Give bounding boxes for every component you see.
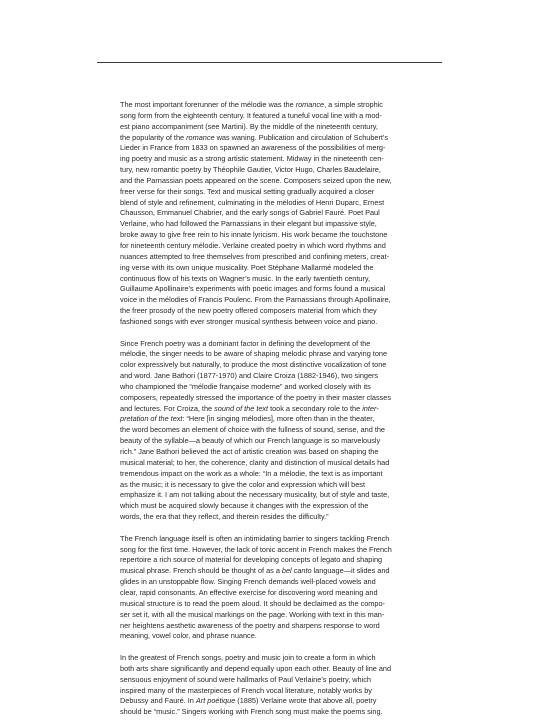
text-line bbox=[120, 512, 444, 523]
text-line bbox=[120, 317, 444, 328]
text-run: : “Here [in singing mélodies], more often than in the theater, bbox=[182, 414, 375, 424]
text-run: Debussy and Fauré. In bbox=[120, 696, 196, 706]
text-run: nuances attempted to free themselves from prescribed and confining meters, creat- bbox=[120, 251, 390, 261]
text-line bbox=[120, 653, 444, 664]
text-line bbox=[120, 371, 444, 382]
text-run: and the Parnassian poets appeared on the scene. Composers seized upon the new, bbox=[120, 175, 392, 185]
text-run: voice in the mélodies of Francis Poulenc. From the Parnassians through Apollinaire, bbox=[120, 295, 391, 305]
text-run: ing verse with its own unique musicality. Poet Stéphane Mallarmé modeled the bbox=[120, 262, 374, 272]
italic-text: inter- bbox=[362, 403, 379, 413]
text-line bbox=[120, 458, 444, 469]
text-run: who championed the “mélodie française moderne” and worked closely with its bbox=[120, 381, 371, 391]
text-line bbox=[120, 588, 444, 599]
paragraph bbox=[120, 653, 444, 718]
text-line bbox=[120, 675, 444, 686]
body-text bbox=[120, 100, 444, 718]
text-run: est piano accompaniment (see Martini). By the middle of the nineteenth century, bbox=[120, 121, 378, 131]
text-line bbox=[120, 404, 444, 415]
text-run: The French language itself is often an intimidating barrier to singers tackling French bbox=[120, 533, 390, 543]
text-run: which must be acquired slowly because it changes with the expression of the bbox=[120, 501, 369, 511]
text-line bbox=[120, 545, 444, 556]
italic-text: sound of the text bbox=[214, 403, 269, 413]
text-run: and word. Jane Bathori (1877-1970) and Claire Croiza (1882-1946), two singers bbox=[120, 371, 379, 381]
text-line bbox=[120, 219, 444, 230]
text-line bbox=[120, 664, 444, 675]
italic-text: romance bbox=[186, 132, 215, 142]
text-run: was waning. Publication and circulation of Schubert’s bbox=[214, 132, 389, 142]
text-run: glides in an unstoppable flow. Singing French demands well-placed vowels and bbox=[120, 577, 376, 587]
text-line bbox=[120, 393, 444, 404]
text-run: composers, repeatedly stressed the importance of the poetry in their master classes bbox=[120, 392, 392, 402]
text-run: musical structure is to read the poem aloud. It should be declaimed as the compo- bbox=[120, 598, 385, 608]
text-line bbox=[120, 382, 444, 393]
header-rule bbox=[97, 62, 442, 63]
text-line bbox=[120, 241, 444, 252]
text-line bbox=[120, 198, 444, 209]
text-line bbox=[120, 252, 444, 263]
text-line bbox=[120, 133, 444, 144]
text-line bbox=[120, 555, 444, 566]
text-run: ner heightens aesthetic awareness of the poetry and sharpens response to word bbox=[120, 620, 380, 630]
text-run: song for the first time. However, the lack of tonic accent in French makes the French bbox=[120, 544, 392, 554]
text-line bbox=[120, 436, 444, 447]
text-run: language—it slides and bbox=[311, 566, 390, 576]
text-run: clear, rapid consonants. An effective exercise for discovering word meaning and bbox=[120, 587, 378, 597]
text-line bbox=[120, 577, 444, 588]
text-line bbox=[120, 621, 444, 632]
text-line bbox=[120, 425, 444, 436]
text-line bbox=[120, 360, 444, 371]
paragraph bbox=[120, 339, 444, 523]
text-line bbox=[120, 176, 444, 187]
text-line bbox=[120, 610, 444, 621]
text-run: repertoire a rich source of material for developing concepts of legato and shaping bbox=[120, 555, 383, 565]
text-line bbox=[120, 274, 444, 285]
text-run: The most important forerunner of the mélodie was the bbox=[120, 100, 296, 109]
text-line bbox=[120, 208, 444, 219]
text-run: (1885) Verlaine wrote that above all, poetry bbox=[235, 696, 377, 706]
text-line bbox=[120, 111, 444, 122]
text-run: Lieder in France from 1833 on spawned an awareness of the possibilities of merg- bbox=[120, 143, 386, 153]
text-run: took a secondary role to the bbox=[268, 403, 363, 413]
text-run: tury, new romantic poetry by Théophile Gautier, Victor Hugo, Charles Baudelaire, bbox=[120, 165, 381, 175]
text-run: both arts share significantly and depend equally upon each other. Beauty of line and bbox=[120, 663, 392, 673]
text-run: words, the era that they reflect, and therein resides the difficulty.” bbox=[120, 512, 329, 522]
text-run: In the greatest of French songs, poetry and music join to create a form in which bbox=[120, 653, 376, 663]
text-run: the word becomes an element of choice with the fullness of sound, sense, and the bbox=[120, 425, 385, 435]
text-run: should be “music.” Singers working with French song must make the poems sing. bbox=[120, 707, 383, 717]
text-line bbox=[120, 631, 444, 642]
italic-text: Art poétique bbox=[195, 696, 236, 706]
text-run: inspired many of the masterpieces of French vocal literature, notably works by bbox=[120, 685, 372, 695]
text-line bbox=[120, 696, 444, 707]
text-line bbox=[120, 599, 444, 610]
text-run: broke away to give free rein to his innate lyricism. His work became the touchstone bbox=[120, 230, 388, 240]
text-line bbox=[120, 447, 444, 458]
text-line bbox=[120, 414, 444, 425]
text-line bbox=[120, 501, 444, 512]
text-run: Guillaume Apollinaire’s experiments with poetic images and forms found a musical bbox=[120, 284, 386, 294]
italic-text: pretation of the text bbox=[120, 414, 183, 424]
italic-text: romance bbox=[295, 100, 325, 109]
text-run: beauty of the syllable—a beauty of which our French language is so marvelously bbox=[120, 436, 381, 446]
text-line bbox=[120, 707, 444, 718]
text-run: mélodie, the singer needs to be aware of shaping melodic phrase and varying tone bbox=[120, 349, 388, 359]
text-line bbox=[120, 263, 444, 274]
text-line bbox=[120, 480, 444, 491]
text-run: meaning, vowel color, and phrase nuance. bbox=[120, 631, 257, 641]
text-line bbox=[120, 469, 444, 480]
text-line bbox=[120, 490, 444, 501]
text-run: song form from the eighteenth century. It featured a tuneful vocal line with a mod- bbox=[120, 110, 382, 120]
text-run: for nineteenth century mélodie. Verlaine created poetry in which word rhythms and bbox=[120, 240, 386, 250]
text-line bbox=[120, 143, 444, 154]
text-line bbox=[120, 686, 444, 697]
text-run: continuous flow of his texts on Wagner’s music. In the early twentieth century, bbox=[120, 273, 370, 283]
text-run: Verlaine, who had followed the Parnassians in their elegant but impassive style, bbox=[120, 219, 377, 229]
text-line bbox=[120, 122, 444, 133]
text-line bbox=[120, 230, 444, 241]
text-run: as the music; it is necessary to give the color and expression which will best bbox=[120, 479, 365, 489]
text-run: sensuous enjoyment of sound were hallmarks of Paul Verlaine’s poetry, which bbox=[120, 674, 371, 684]
text-run: blend of style and refinement, culminating in the mélodies of Henri Duparc, Ernest bbox=[120, 197, 385, 207]
text-run: freer verse for their songs. Text and musical setting gradually acquired a closer bbox=[120, 186, 375, 196]
text-line bbox=[120, 534, 444, 545]
text-run: , a simple strophic bbox=[324, 100, 383, 109]
text-run: musical material; to her, the coherence, clarity and distinction of musical details had bbox=[120, 457, 390, 467]
text-line bbox=[120, 295, 444, 306]
text-run: ing poetry and music as a strong artistic statement. Midway in the nineteenth cen- bbox=[120, 154, 384, 164]
text-run: ser set it, with all the musical markings on the page. Working with text in this man- bbox=[120, 609, 385, 619]
text-run: and lectures. For Croiza, the bbox=[120, 403, 215, 413]
text-run: Since French poetry was a dominant factor in defining the development of the bbox=[120, 338, 371, 348]
text-line bbox=[120, 566, 444, 577]
text-line bbox=[120, 154, 444, 165]
text-run: fashioned songs with ever stronger musical synthesis between voice and piano. bbox=[120, 316, 378, 326]
text-run: emphasize it. I am not talking about the necessary musicality, but of style and taste, bbox=[120, 490, 390, 500]
text-run: rich.” Jane Bathori believed the act of artistic creation was based on shaping the bbox=[120, 447, 379, 456]
text-run: color expressively but naturally, to produce the most distinctive vocalization of tone bbox=[120, 360, 387, 370]
text-line bbox=[120, 187, 444, 198]
text-run: the freer prosody of the new poetry offered composers material from which they bbox=[120, 306, 377, 316]
text-line bbox=[120, 165, 444, 176]
text-line bbox=[120, 339, 444, 350]
paragraph bbox=[120, 534, 444, 642]
text-run: musical phrase. French should be thought of as a bbox=[120, 566, 282, 576]
text-run: the popularity of the bbox=[120, 132, 187, 142]
paragraph bbox=[120, 100, 444, 328]
italic-text: bel canto bbox=[281, 566, 312, 576]
text-line bbox=[120, 349, 444, 360]
text-line bbox=[120, 306, 444, 317]
text-run: tremendous impact on the work as a whole: “In a mélodie, the text is as important bbox=[120, 468, 383, 478]
text-line bbox=[120, 284, 444, 295]
text-line bbox=[120, 100, 444, 111]
text-run: Chausson, Emmanuel Chabrier, and the early songs of Gabriel Fauré. Poet Paul bbox=[120, 208, 380, 218]
